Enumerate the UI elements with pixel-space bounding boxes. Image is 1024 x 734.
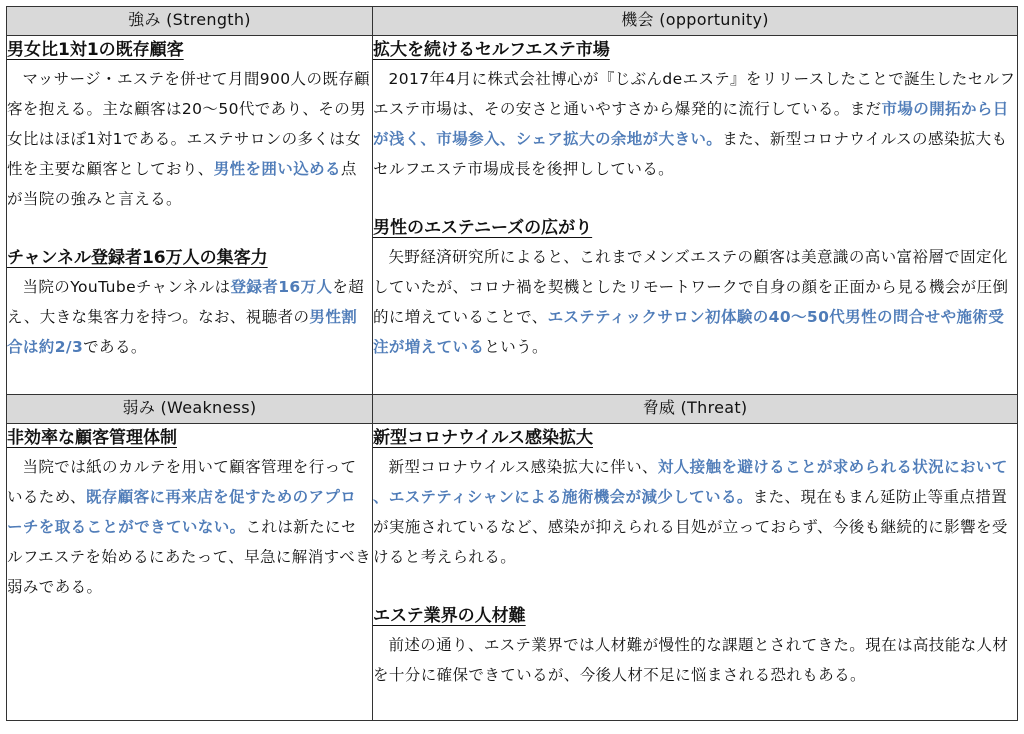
threat-cell bbox=[373, 424, 1018, 721]
threat-title-1: 新型コロナウイルス感染拡大 bbox=[373, 428, 593, 448]
strength-text-1 bbox=[7, 64, 372, 214]
strength-highlight-1: 男性を囲い込める bbox=[213, 160, 341, 178]
weakness-text-1a: 当院では紙のカルテを用いて顧客管理を行っているため、 bbox=[7, 458, 357, 506]
weakness-text-1b: これは新たにセルフエステを始めるにあたって、早急に解消すべき弱みである。 bbox=[7, 518, 371, 596]
weakness-cell bbox=[7, 424, 373, 721]
opportunity-text-2a: 矢野経済研究所によると、これまでメンズエステの顧客は美意識の高い富裕層で固定化していたが、コロナ禍を契機としたリモートワークで自身の顔を正面から見る機会が圧倒的に増えていることで、 bbox=[373, 248, 1009, 326]
opportunity-text-2b: という。 bbox=[484, 338, 548, 356]
cropped-bottom-text bbox=[0, 726, 1024, 734]
threat-text-2: 前述の通り、エステ業界では人材難が慢性的な課題とされてきた。現在は高技能な人材を十分に確保できているが、今後人材不足に悩まされる恐れもある。 bbox=[373, 636, 1009, 684]
opportunity-cell bbox=[373, 36, 1018, 395]
threat-highlight-1: 対人接触を避けることが求められる状況において、エステティシャンによる施術機会が減少している。 bbox=[373, 458, 1008, 506]
opportunity-text-1a: 2017年4月に株式会社博心が『じぶんdeエステ』をリリースしたことで誕生したセルフエステ市場は、その安さと通いやすさから爆発的に流行している。まだ bbox=[373, 70, 1016, 118]
strength-cell bbox=[7, 36, 373, 395]
strength-text-2c: である。 bbox=[83, 338, 147, 356]
opportunity-highlight-2: エステティックサロン初体験の40～50代男性の問合せや施術受注が増えている bbox=[373, 308, 1005, 356]
strength-text-1b: 点が当院の強みと言える。 bbox=[7, 160, 357, 208]
threat-title-2: エステ業界の人材難 bbox=[373, 606, 526, 626]
strength-text-2a: 当院のYouTubeチャンネルは bbox=[22, 278, 231, 296]
strength-text-2 bbox=[7, 272, 372, 362]
strength-header: 強み (Strength) bbox=[7, 7, 373, 36]
threat-text-1 bbox=[373, 452, 1017, 572]
weakness-highlight-1: 既存顧客に再来店を促すためのアプローチを取ることができていない。 bbox=[7, 488, 357, 536]
weakness-text-1 bbox=[7, 452, 372, 602]
threat-header: 脅威 (Threat) bbox=[373, 395, 1018, 424]
opportunity-text-1b: また、新型コロナウイルスの感染拡大もセルフエステ市場成長を後押ししている。 bbox=[373, 130, 1008, 178]
opportunity-text-1 bbox=[373, 64, 1017, 184]
cropped-top-text bbox=[0, 0, 1024, 2]
opportunity-title-2: 男性のエステニーズの広がり bbox=[373, 218, 593, 238]
strength-highlight-3: 男性割合は約2/3 bbox=[7, 308, 358, 356]
strength-title-2: チャンネル登録者16万人の集客力 bbox=[7, 248, 268, 268]
opportunity-text-2 bbox=[373, 242, 1017, 362]
opportunity-title-1: 拡大を続けるセルフエステ市場 bbox=[373, 40, 610, 60]
opportunity-highlight-1: 市場の開拓から日が浅く、市場参入、シェア拡大の余地が大きい。 bbox=[373, 100, 1009, 148]
weakness-header: 弱み (Weakness) bbox=[7, 395, 373, 424]
threat-text-1a: 新型コロナウイルス感染拡大に伴い、 bbox=[388, 458, 658, 476]
threat-text-1b: また、現在もまん延防止等重点措置が実施されているなど、感染が抑えられる目処が立っておらず、今後も継続的に影響を受けると考えられる。 bbox=[373, 488, 1008, 566]
strength-title-1: 男女比1対1の既存顧客 bbox=[7, 40, 184, 60]
strength-highlight-2: 登録者16万人 bbox=[230, 278, 333, 296]
swot-table bbox=[6, 6, 1018, 721]
weakness-title-1: 非効率な顧客管理体制 bbox=[7, 428, 177, 448]
strength-text-2b: を超え、大きな集客力を持つ。なお、視聴者の bbox=[7, 278, 365, 326]
strength-text-1a: マッサージ・エステを併せて月間900人の既存顧客を抱える。主な顧客は20～50代であり、その男女比はほぼ1対1である。エステサロンの多くは女性を主要な顧客としており、 bbox=[7, 70, 371, 178]
opportunity-header: 機会 (opportunity) bbox=[373, 7, 1018, 36]
